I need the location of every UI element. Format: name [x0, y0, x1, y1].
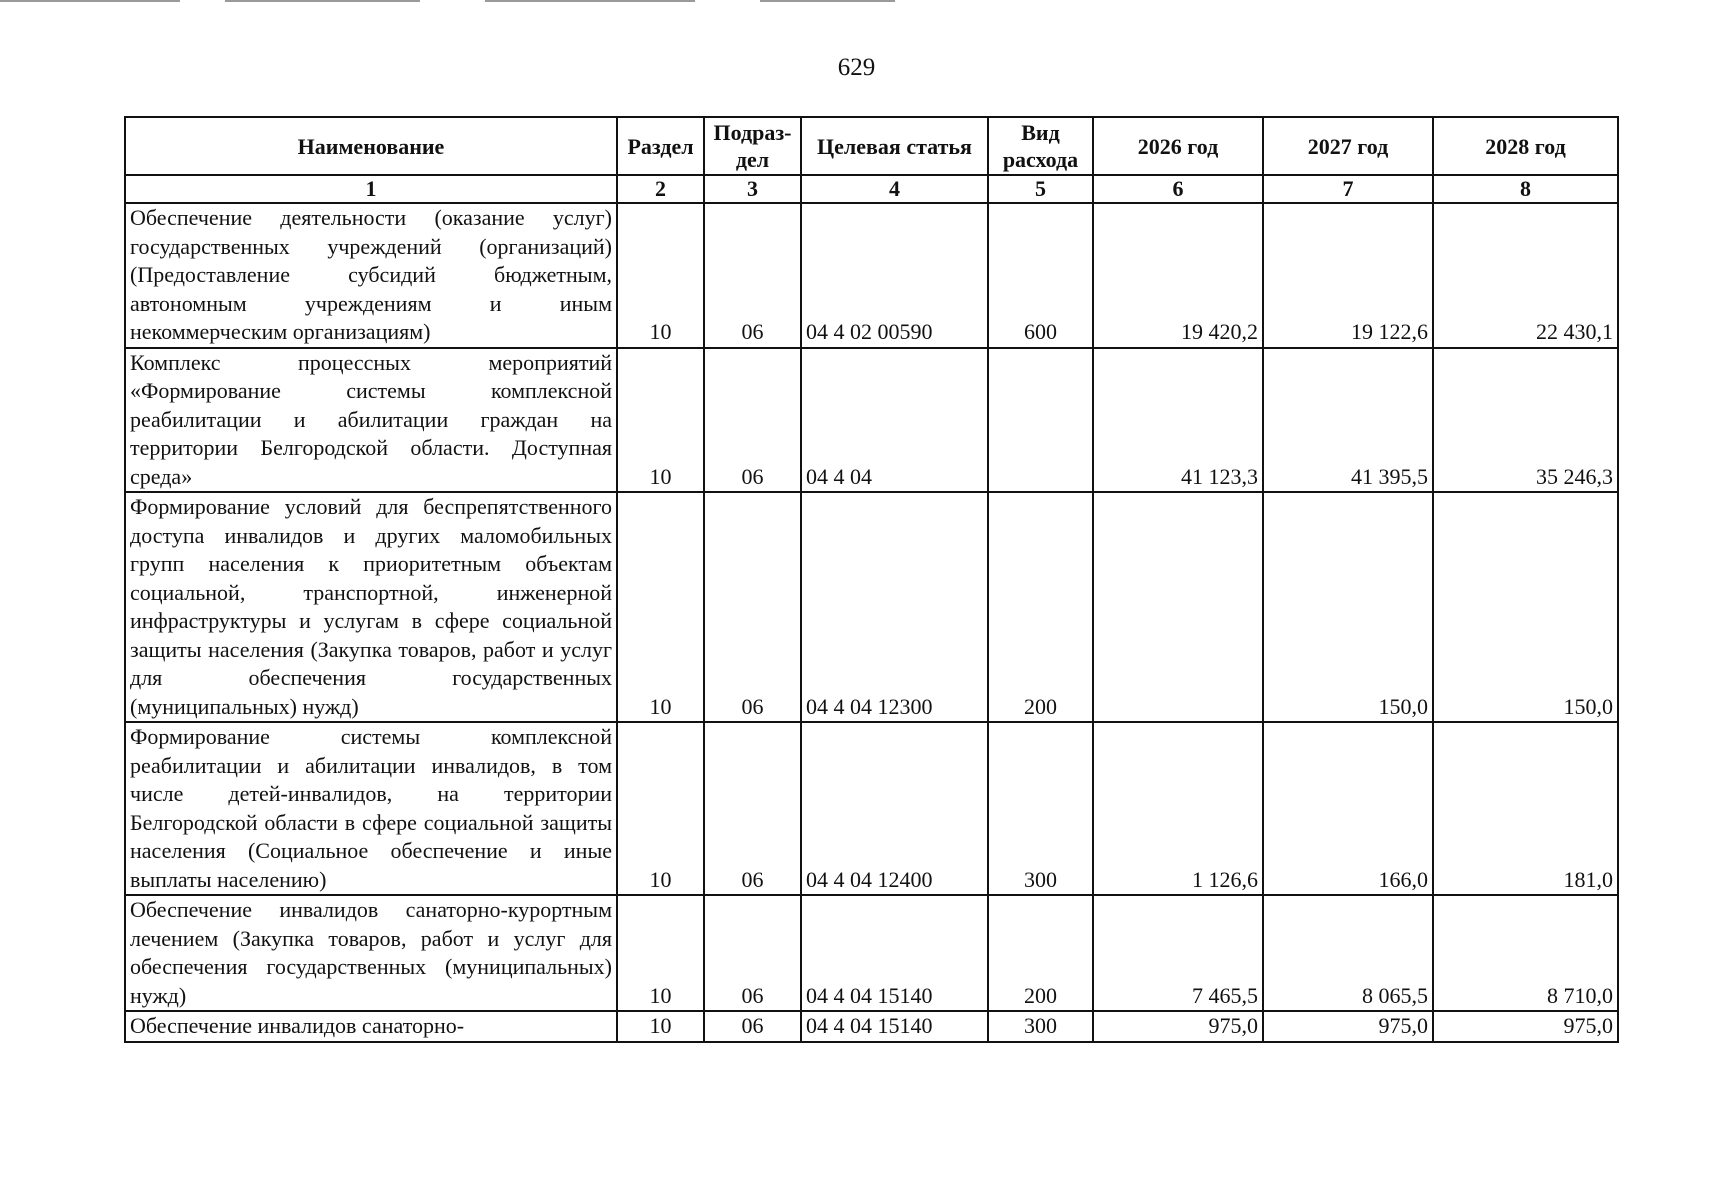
row-razdel: 10 [617, 895, 704, 1011]
header-podrazdel: Подраз-дел [704, 117, 801, 175]
row-2028: 35 246,3 [1433, 348, 1618, 493]
row-2026: 19 420,2 [1093, 203, 1263, 348]
column-number: 4 [801, 175, 988, 203]
row-2027: 975,0 [1263, 1011, 1433, 1042]
column-number: 7 [1263, 175, 1433, 203]
row-2028: 22 430,1 [1433, 203, 1618, 348]
scan-edge-line [225, 0, 420, 2]
table-row [125, 895, 1618, 1011]
row-name: Обеспечение инвалидов санаторно- [125, 1011, 617, 1042]
row-2026: 975,0 [1093, 1011, 1263, 1042]
row-podrazdel: 06 [704, 492, 801, 722]
row-name: Формирование условий для беспрепятственного доступа инвалидов и других маломобильных групп населения к приоритетным объектам социальной, транспортной, инженерной инфраструктуры и услугам в сфере социальной защиты населения (Закупка товаров, работ и услуг для обеспечения государственных (муниципальных) нужд) [125, 492, 617, 722]
table-row [125, 492, 1618, 722]
header-vid: Вид расхода [988, 117, 1093, 175]
row-vid: 300 [988, 1011, 1093, 1042]
row-razdel: 10 [617, 348, 704, 493]
row-statya: 04 4 04 [801, 348, 988, 493]
row-vid: 200 [988, 492, 1093, 722]
row-podrazdel: 06 [704, 203, 801, 348]
row-2026: 1 126,6 [1093, 722, 1263, 895]
row-vid [988, 348, 1093, 493]
row-2027: 150,0 [1263, 492, 1433, 722]
row-2026: 7 465,5 [1093, 895, 1263, 1011]
row-2027: 41 395,5 [1263, 348, 1433, 493]
row-2027: 8 065,5 [1263, 895, 1433, 1011]
table-row [125, 1011, 1618, 1042]
row-2028: 150,0 [1433, 492, 1618, 722]
row-podrazdel: 06 [704, 1011, 801, 1042]
header-name: Наименование [125, 117, 617, 175]
column-number: 1 [125, 175, 617, 203]
row-statya: 04 4 04 12300 [801, 492, 988, 722]
row-razdel: 10 [617, 722, 704, 895]
row-name: Обеспечение инвалидов санаторно-курортным лечением (Закупка товаров, работ и услуг для обеспечения государственных (муниципальных) нужд) [125, 895, 617, 1011]
row-razdel: 10 [617, 492, 704, 722]
row-podrazdel: 06 [704, 895, 801, 1011]
row-2028: 8 710,0 [1433, 895, 1618, 1011]
row-vid: 200 [988, 895, 1093, 1011]
row-statya: 04 4 02 00590 [801, 203, 988, 348]
table-row [125, 203, 1618, 348]
row-name: Обеспечение деятельности (оказание услуг) государственных учреждений (организаций) (Предоставление субсидий бюджетным, автономным учреждениям и иным некоммерческим организациям) [125, 203, 617, 348]
row-2027: 19 122,6 [1263, 203, 1433, 348]
row-podrazdel: 06 [704, 722, 801, 895]
column-number: 2 [617, 175, 704, 203]
scan-edge-line [485, 0, 695, 2]
scan-edge-line [760, 0, 895, 2]
row-statya: 04 4 04 15140 [801, 1011, 988, 1042]
row-name: Формирование системы комплексной реабилитации и абилитации инвалидов, в том числе детей-инвалидов, на территории Белгородской области в сфере социальной защиты населения (Социальное обеспечение и иные выплаты населению) [125, 722, 617, 895]
column-number: 6 [1093, 175, 1263, 203]
page-number: 629 [837, 54, 876, 81]
row-razdel: 10 [617, 203, 704, 348]
column-number-row [125, 175, 1618, 203]
table-row [125, 722, 1618, 895]
header-2026: 2026 год [1093, 117, 1263, 175]
row-statya: 04 4 04 12400 [801, 722, 988, 895]
row-vid: 600 [988, 203, 1093, 348]
row-2026 [1093, 492, 1263, 722]
header-2028: 2028 год [1433, 117, 1618, 175]
header-statya: Целевая статья [801, 117, 988, 175]
column-number: 8 [1433, 175, 1618, 203]
budget-table [124, 116, 1619, 1043]
header-razdel: Раздел [617, 117, 704, 175]
row-podrazdel: 06 [704, 348, 801, 493]
scan-edge-line [0, 0, 180, 2]
row-name: Комплекс процессных мероприятий «Формирование системы комплексной реабилитации и абилитации граждан на территории Белгородской области. Доступная среда» [125, 348, 617, 493]
column-number: 5 [988, 175, 1093, 203]
row-2028: 181,0 [1433, 722, 1618, 895]
header-row [125, 117, 1618, 175]
row-razdel: 10 [617, 1011, 704, 1042]
row-2028: 975,0 [1433, 1011, 1618, 1042]
column-number: 3 [704, 175, 801, 203]
row-2026: 41 123,3 [1093, 348, 1263, 493]
row-2027: 166,0 [1263, 722, 1433, 895]
table-row [125, 348, 1618, 493]
header-2027: 2027 год [1263, 117, 1433, 175]
row-statya: 04 4 04 15140 [801, 895, 988, 1011]
row-vid: 300 [988, 722, 1093, 895]
